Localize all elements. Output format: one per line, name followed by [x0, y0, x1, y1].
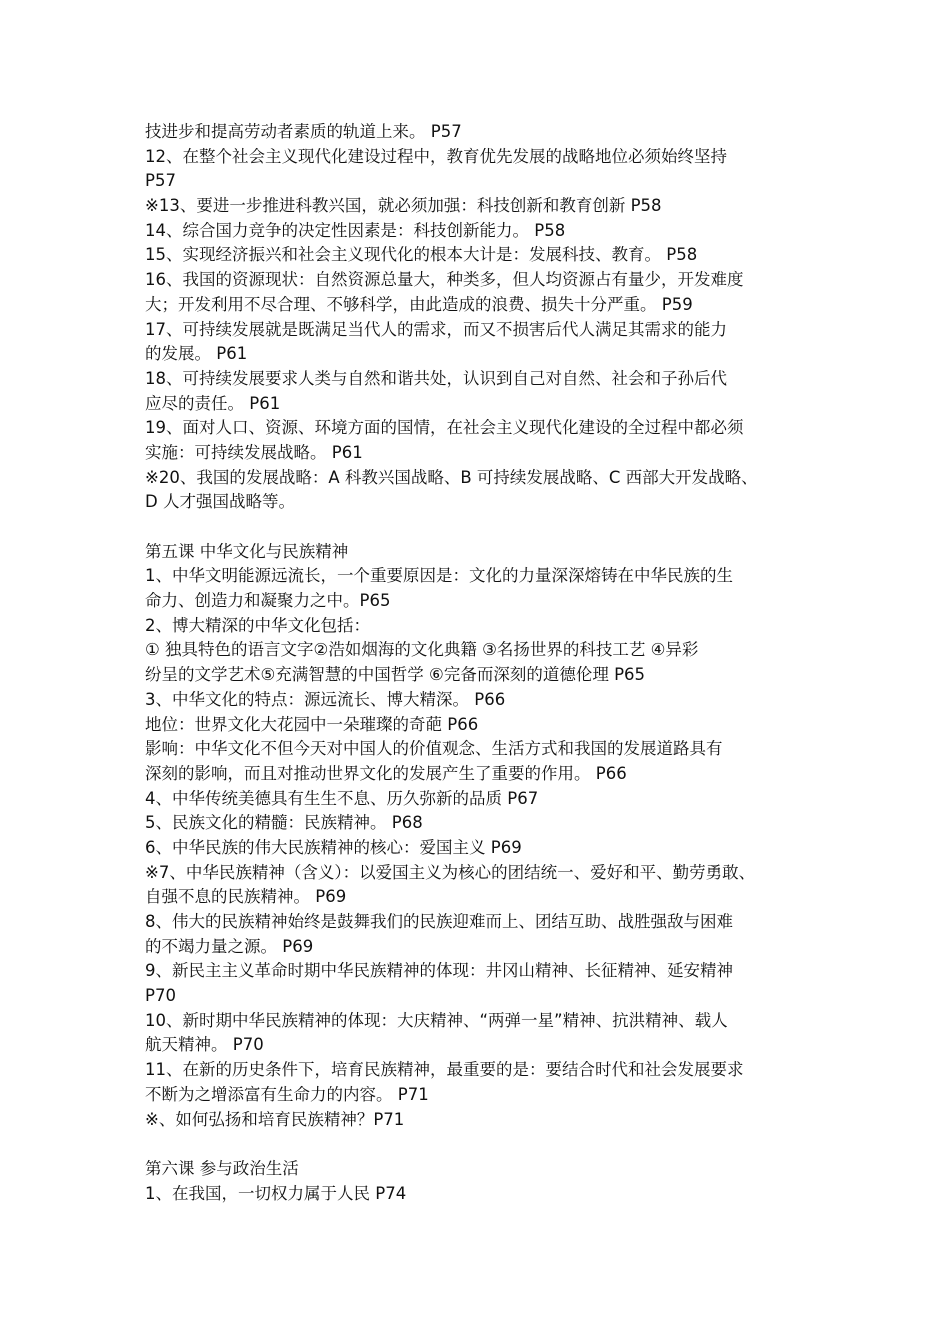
text-line: 纷呈的文学艺术⑤充满智慧的中国哲学 ⑥完备而深刻的道德伦理 P65 — [145, 665, 646, 685]
text-line: 8、伟大的民族精神始终是鼓舞我们的民族迎难而上、团结互助、战胜强敌与困难 — [145, 912, 733, 931]
text-line: 17、可持续发展就是既满足当代人的需求，而又不损害后代人满足其需求的能力 — [145, 319, 727, 339]
section-top — [145, 120, 825, 515]
text-line: D 人才强国战略等。 — [145, 492, 295, 512]
text-line: 15、实现经济振兴和社会主义现代化的根本大计是：发展科技、教育。 P58 — [145, 245, 698, 265]
text-line: ※、如何弘扬和培育民族精神？P71 — [145, 1109, 405, 1129]
text-line: 6、中华民族的伟大民族精神的核心：爱国主义 P69 — [145, 837, 522, 857]
text-line: 19、面对人口、资源、环境方面的国情，在社会主义现代化建设的全过程中都必须 — [145, 418, 744, 438]
text-line: 14、综合国力竞争的决定性因素是：科技创新能力。 P58 — [145, 220, 566, 240]
text-line: 2、博大精深的中华文化包括： — [145, 615, 370, 635]
lesson5-section — [145, 540, 825, 1133]
text-line: 16、我国的资源现状：自然资源总量大，种类多，但人均资源占有量少，开发难度 — [145, 270, 744, 290]
lesson6-section — [145, 1157, 825, 1206]
text-line: 大；开发利用不尽合理、不够科学，由此造成的浪费、损失十分严重。 P59 — [145, 294, 693, 314]
text-line: 1、中华文明能源远流长，一个重要原因是：文化的力量深深熔铸在中华民族的生 — [145, 566, 733, 586]
text-line: 5、民族文化的精髓：民族精神。 P68 — [145, 813, 423, 833]
document-page — [145, 120, 825, 1206]
lesson-title: 第五课 中华文化与民族精神 — [145, 541, 349, 561]
text-line: 11、在新的历史条件下，培育民族精神，最重要的是：要结合时代和社会发展要求 — [145, 1060, 744, 1080]
text-line: P70 — [145, 986, 176, 1006]
text-line: 4、中华传统美德具有生生不息、历久弥新的品质 P67 — [145, 788, 539, 808]
text-line: 的发展。 P61 — [145, 344, 248, 364]
text-line: 命力、创造力和凝聚力之中。P65 — [145, 591, 391, 611]
spacer — [145, 515, 825, 540]
text-line: ※7、中华民族精神（含义）：以爱国主义为核心的团结统一、爱好和平、勤劳勇敢、 — [145, 862, 756, 882]
text-line: 地位：世界文化大花园中一朵璀璨的奇葩 P66 — [145, 714, 479, 734]
text-line: 技进步和提高劳动者素质的轨道上来。 P57 — [145, 122, 462, 141]
text-line: 1、在我国，一切权力属于人民 P74 — [145, 1183, 407, 1203]
text-line: 的不竭力量之源。 P69 — [145, 936, 314, 956]
text-line: 影响：中华文化不但今天对中国人的价值观念、生活方式和我国的发展道路具有 — [145, 739, 723, 759]
text-line: 航天精神。 P70 — [145, 1035, 264, 1055]
text-line: ① 独具特色的语言文字②浩如烟海的文化典籍 ③名扬世界的科技工艺 ④异彩 — [145, 640, 699, 660]
text-line: ※20、我国的发展战略：A 科教兴国战略、B 可持续发展战略、C 西部大开发战略、 — [145, 467, 758, 487]
text-line: 应尽的责任。 P61 — [145, 393, 281, 413]
spacer — [145, 1132, 825, 1157]
text-line: 9、新民主主义革命时期中华民族精神的体现：井冈山精神、长征精神、延安精神 — [145, 961, 733, 981]
text-line: 不断为之增添富有生命力的内容。 P71 — [145, 1084, 429, 1104]
text-line: 10、新时期中华民族精神的体现：大庆精神、“两弹一星”精神、抗洪精神、载人 — [145, 1010, 728, 1030]
text-line: 深刻的影响，而且对推动世界文化的发展产生了重要的作用。 P66 — [145, 763, 627, 783]
text-line: 18、可持续发展要求人类与自然和谐共处，认识到自己对自然、社会和子孙后代 — [145, 368, 727, 388]
text-line: 3、中华文化的特点：源远流长、博大精深。 P66 — [145, 689, 506, 709]
text-line: 自强不息的民族精神。 P69 — [145, 887, 347, 907]
lesson-title: 第六课 参与政治生活 — [145, 1158, 299, 1178]
text-line: ※13、要进一步推进科教兴国，就必须加强：科技创新和教育创新 P58 — [145, 196, 662, 216]
text-line: 12、在整个社会主义现代化建设过程中，教育优先发展的战略地位必须始终坚持 — [145, 146, 727, 166]
text-line: P57 — [145, 171, 176, 191]
text-line: 实施：可持续发展战略。 P61 — [145, 442, 363, 462]
